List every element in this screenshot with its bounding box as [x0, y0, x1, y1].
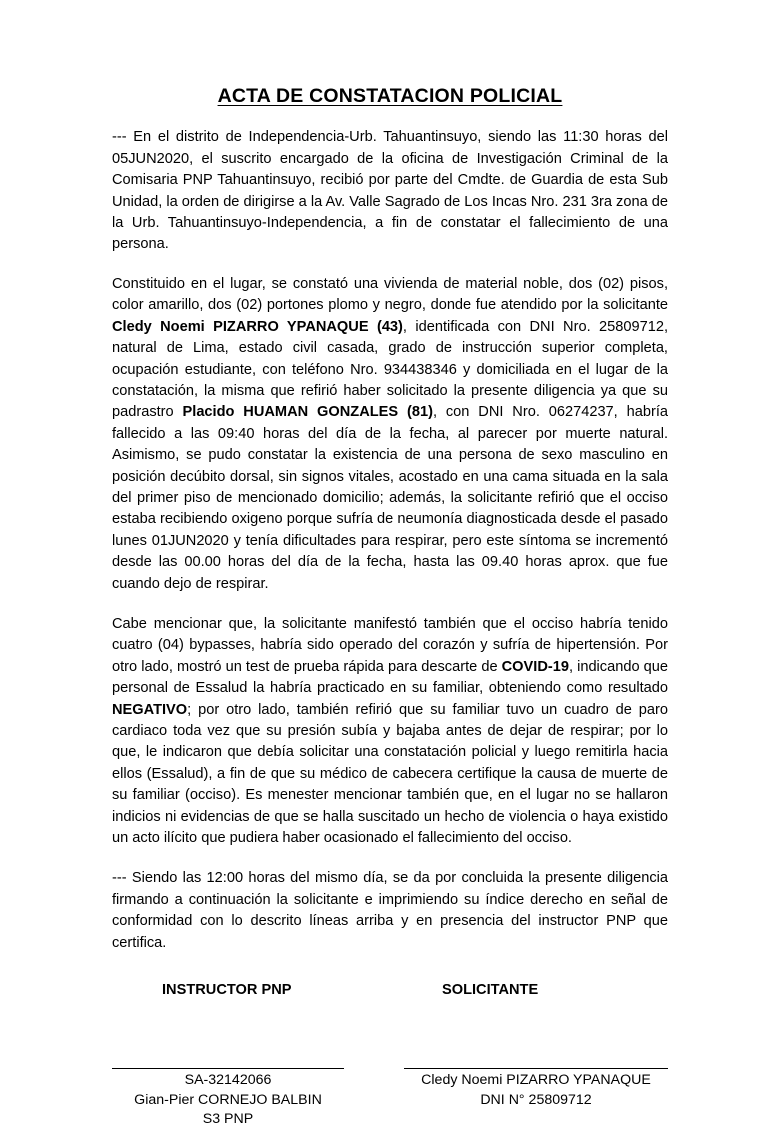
solicitante-name-bold: Cledy Noemi PIZARRO YPANAQUE (43): [112, 318, 403, 335]
paragraph-1-text: --- En el distrito de Independencia-Urb. Tahuantinsuyo, siendo las 11:30 horas del 05JUN2020, el suscrito encargado de la oficina de Investigación Criminal de la Comisaria PNP Tahuantinsuyo, recibió por parte del Cmdte. de Guardia de esta Sub Unidad, la orden de dirigirse a la Av. Valle Sagrado de Los Incas Nro. 231 3ra zona de la Urb. Tahuantinsuyo-Independencia, a fin de constatar el fallecimiento de una persona.: [112, 129, 668, 253]
solicitante-dni: DNI N° 25809712: [480, 1091, 592, 1108]
solicitante-name: Cledy Noemi PIZARRO YPANAQUE: [421, 1072, 651, 1089]
page-title-text: ACTA DE CONSTATACION POLICIAL: [217, 85, 563, 107]
paragraph-3-segment-1: Cabe mencionar que, la solicitante manifestó también que el occiso habría tenido cuatro (04) bypasses, habría sido operado del corazón y sufría de hipertensión. Por otro lado, mostró un test de prueba rápida para descarte de: [112, 615, 668, 675]
paragraph-2-segment-1: Constituido en el lugar, se constató una vivienda de material noble, dos (02) pisos, color amarillo, dos (02) portones plomo y negro, donde fue atendido por la solicitante: [112, 275, 668, 314]
paragraph-1: [112, 127, 668, 255]
paragraph-4: [112, 868, 668, 954]
paragraph-3-segment-2: , indicando que personal de Essalud la habría practicado en su familiar, obteniendo como resultado: [112, 658, 668, 697]
paragraph-3-segment-3: ; por otro lado, también refirió que su familiar tuvo un cuadro de paro cardiaco toda vez que su presión subía y bajaba antes de dejar de respirar; por lo que, le indicaron que debía solicitar una constatación policial y luego remitirla hacia ellos (Essalud), a fin de que su médico de cabecera certifique la causa de muerte de su familiar (occiso). Es menester mencionar también que, en el lugar no se hallaron indicios ni evidencias de que se halla suscitado un hecho de violencia o haya existido un acto ilícito que pudiera haber ocasionado el fallecimiento del occiso.: [112, 701, 668, 847]
page-title: [112, 0, 668, 107]
paragraph-4-text: --- Siendo las 12:00 horas del mismo día, se da por concluida la presente diligencia firmando a continuación la solicitante e imprimiendo su índice derecho en señal de conformidad con lo descrito líneas arriba y en presencia del instructor PNP que certifica.: [112, 870, 668, 951]
instructor-name: Gian-Pier CORNEJO BALBIN: [134, 1091, 322, 1108]
occiso-name-bold: Placido HUAMAN GONZALES (81): [182, 404, 433, 421]
signature-block-solicitante: [404, 1068, 668, 1130]
signature-heading-instructor: INSTRUCTOR PNP: [162, 982, 292, 999]
signature-line-solicitante: [404, 1068, 668, 1069]
paragraph-3: [112, 614, 668, 849]
signature-heading-solicitante: SOLICITANTE: [442, 982, 539, 999]
signature-blocks-row: [112, 1068, 668, 1130]
paragraph-2-segment-3: , con DNI Nro. 06274237, habría fallecido a las 09:40 horas del día de la fecha, al parecer por muerte natural. Asimismo, se pudo constatar la existencia de una persona de sexo masculino en posición decúbito dorsal, sin signos vitales, acostado en una cama situada en la sala del primer piso de mencionado domicilio; además, la solicitante refirió que el occiso estaba recibiendo oxigeno porque sufría de neumonía diagnosticada desde el pasado lunes 01JUN2020 y tenía dificultades para respirar, pero este síntoma se incrementó desde las 00.00 horas del día de la fecha, hasta las 09.40 horas aprox. que fue cuando dejo de respirar.: [112, 404, 668, 592]
test-result-bold: NEGATIVO: [112, 701, 188, 718]
paragraph-2-segment-2: , identificada con DNI Nro. 25809712, natural de Lima, estado civil casada, grado de instrucción superior completa, ocupación estudiante, con teléfono Nro. 934438346 y domiciliada en el lugar de la constatación, la misma que refirió haber solicitado la presente diligencia ya que su padrastro: [112, 318, 668, 421]
signature-headings-row: [112, 982, 668, 998]
paragraph-2: [112, 274, 668, 595]
signature-block-instructor: [112, 1068, 404, 1130]
covid-label-bold: COVID-19: [501, 658, 569, 675]
instructor-id: SA-32142066: [184, 1072, 272, 1089]
document-content: [112, 0, 668, 1130]
signature-line-instructor: [112, 1068, 344, 1069]
instructor-rank: S3 PNP: [202, 1111, 254, 1128]
